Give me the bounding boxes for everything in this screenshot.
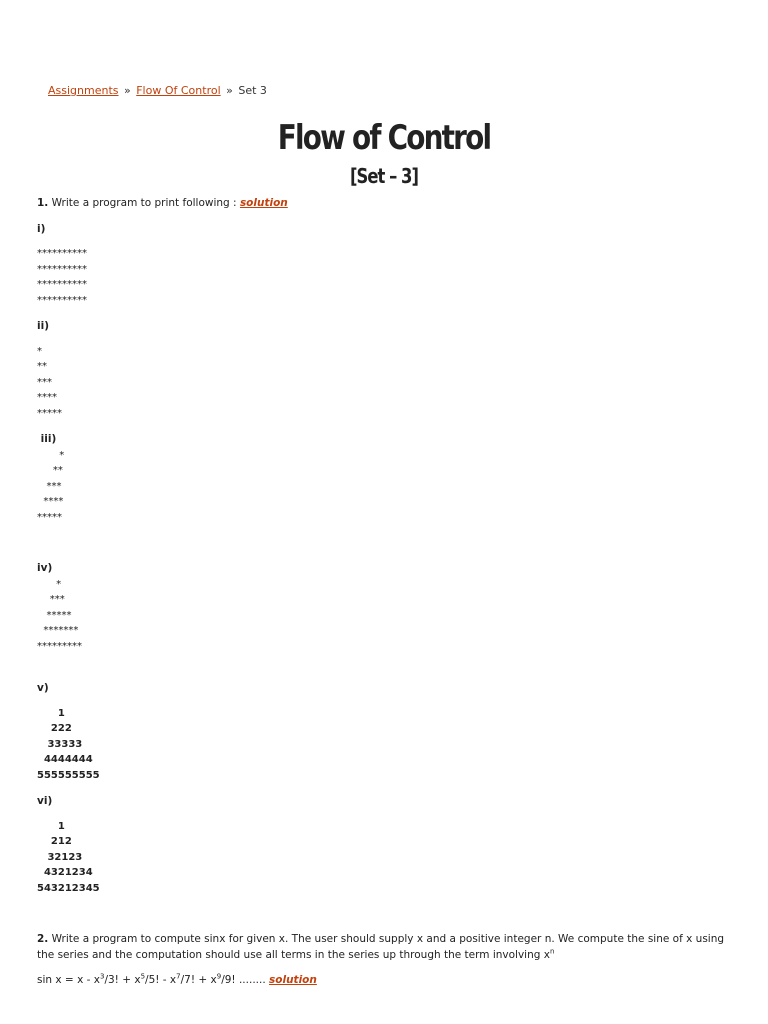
question-number: 1. (37, 197, 49, 209)
breadcrumb-separator: » (124, 84, 131, 97)
question-text: Write a program to print following : (51, 197, 240, 209)
part-label-iv: iv) (37, 562, 53, 574)
solution-link-q1[interactable]: solution (239, 197, 288, 209)
formula-exponent: 5 (140, 972, 146, 981)
part-label-iii: iii) (37, 433, 57, 445)
question-1 (37, 196, 727, 212)
pattern-i: ********** ********** ********** ********** (37, 248, 87, 306)
part-label-v: v) (37, 682, 49, 694)
breadcrumb-link-assignments[interactable]: Assignments (48, 84, 119, 97)
breadcrumb (48, 84, 267, 97)
question-2 (37, 932, 727, 963)
assignment-content (37, 196, 727, 989)
page-title: Flow of Control (277, 118, 491, 158)
pattern-v: 1 222 33333 4444444 555555555 (37, 707, 100, 781)
pattern-ii: * ** *** **** ***** (37, 345, 62, 419)
formula-exponent: 3 (99, 972, 105, 981)
formula-part: /7! + x (180, 974, 217, 986)
breadcrumb-current: Set 3 (238, 84, 267, 97)
pattern-iv: * *** ***** ******* ********* (37, 578, 82, 652)
sine-series-formula (37, 973, 727, 989)
formula-part: sin x = x - x (37, 974, 100, 986)
pattern-iii: * ** *** **** ***** (37, 449, 65, 523)
part-label-vi: vi) (37, 795, 53, 807)
formula-exponent: 7 (176, 972, 181, 981)
part-label-ii: ii) (37, 320, 49, 332)
question-text: Write a program to compute sinx for given x. The user should supply x and a positive integer n. We compute the sine of x using the series and the computation should use all terms in the series up through the term involving x (37, 933, 725, 961)
breadcrumb-separator: » (226, 84, 233, 97)
pattern-vi: 1 212 32123 4321234 543212345 (37, 820, 100, 894)
part-label-i: i) (37, 222, 46, 235)
formula-exponent: 9 (216, 972, 222, 981)
page-subtitle: [Set – 3] (350, 164, 418, 188)
question-number: 2. (37, 933, 49, 945)
solution-link-q2[interactable]: solution (269, 974, 317, 986)
formula-part: /5! - x (145, 974, 177, 986)
breadcrumb-link-flow-of-control[interactable]: Flow Of Control (136, 84, 221, 97)
superscript: n (549, 947, 555, 955)
formula-part: /9! ........ (221, 974, 270, 986)
formula-part: /3! + x (104, 974, 141, 986)
